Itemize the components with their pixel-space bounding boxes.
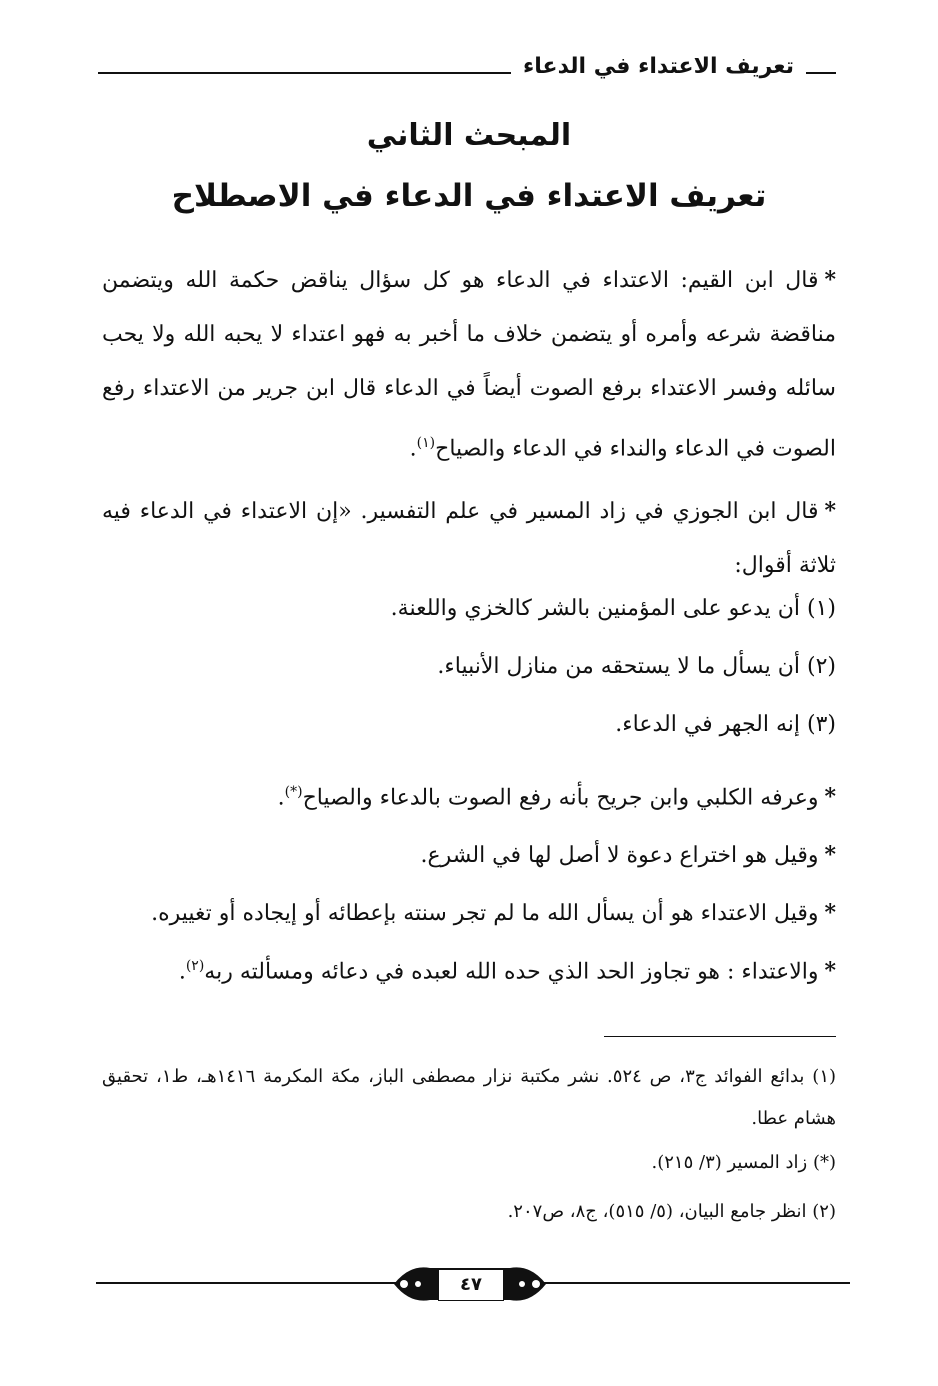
bullet1-end: .	[277, 785, 285, 811]
list-item: (٣) إنه الجهر في الدعاء.	[615, 712, 836, 737]
paragraph-ibn-al-qayyim	[102, 253, 836, 476]
bullet-star: *	[824, 267, 836, 293]
page-number-ornament	[390, 1260, 550, 1308]
bullet4-end: .	[178, 959, 186, 985]
bullet4-text: والاعتداء : هو تجاوز الحد الذي حده الله لعبده في دعائه ومسألته ربه	[204, 959, 819, 985]
bullet-star: *	[824, 958, 836, 985]
bullet1-text: وعرفه الكلبي وابن جريح بأنه رفع الصوت بالدعاء والصياح	[302, 785, 819, 811]
bullet-star: *	[824, 498, 836, 524]
footnote-separator	[604, 1036, 836, 1037]
running-title: تعريف الاعتداء في الدعاء	[511, 54, 806, 79]
list-item: (١) أن يدعو على المؤمنين بالشر كالخزي واللعنة.	[390, 596, 836, 621]
list-item: (٢) أن يسأل ما لا يستحقه من منازل الأنبياء.	[437, 654, 836, 679]
bullet-invention	[420, 842, 836, 868]
paragraph-ibn-al-jawzi	[102, 484, 836, 593]
bullet3-text: وقيل الاعتداء هو أن يسأل الله ما لم تجر سنته بإعطائه أو إيجاده أو تغييره.	[151, 901, 819, 926]
bullet-definition	[179, 958, 836, 984]
bullet-star: *	[824, 784, 836, 811]
paragraph1-end: .	[409, 436, 417, 462]
footnote-ref-1: (١)	[416, 435, 436, 451]
footnote-ref-2: (٢)	[185, 958, 205, 974]
footnote-1: (١) بدائع الفوائد ج٣، ص ٥٢٤. نشر مكتبة نزار مصطفى الباز، مكة المكرمة ١٤١٦هـ، ط١، تحقيق هشام عطا.	[102, 1066, 837, 1129]
section-heading: المبحث الثاني	[366, 118, 572, 153]
bullet-star: *	[824, 900, 836, 926]
footnote-ref-star: (*)	[284, 784, 303, 800]
footnote-star: (*) زاد المسير (٣/ ٢١٥).	[651, 1152, 836, 1173]
paragraph2-text: قال ابن الجوزي في زاد المسير في علم التفسير. «إن الاعتداء في الدعاء فيه ثلاثة أقوال:	[102, 499, 836, 578]
bullet-star: *	[824, 842, 836, 868]
page-number: ٤٧	[438, 1269, 504, 1301]
running-header	[98, 50, 836, 90]
bullet2-text: وقيل هو اختراع دعوة لا أصل لها في الشرع.	[420, 843, 819, 868]
paragraph1-text: قال ابن القيم: الاعتداء في الدعاء هو كل سؤال يناقض حكمة الله ويتضمن مناقضة شرعه وأمره أو يتضمن خلاف ما أخبر به فهو اعتداء لا يحبه الله ولا يحب سائله وفسر الاعتداء برفع الصوت أيضاً في الدعاء قال ابن جرير من الاعتداء رفع الصوت في الدعاء والنداء في الدعاء والصياح	[102, 268, 836, 462]
section-subheading: تعريف الاعتداء في الدعاء في الاصطلاح	[171, 178, 767, 214]
bullet-kalbi	[278, 784, 836, 810]
footnote-2: (٢) انظر جامع البيان، (٥/ ٥١٥)، ج٨، ص٢٠٧.	[507, 1201, 836, 1222]
bullet-sunnah	[151, 900, 836, 926]
